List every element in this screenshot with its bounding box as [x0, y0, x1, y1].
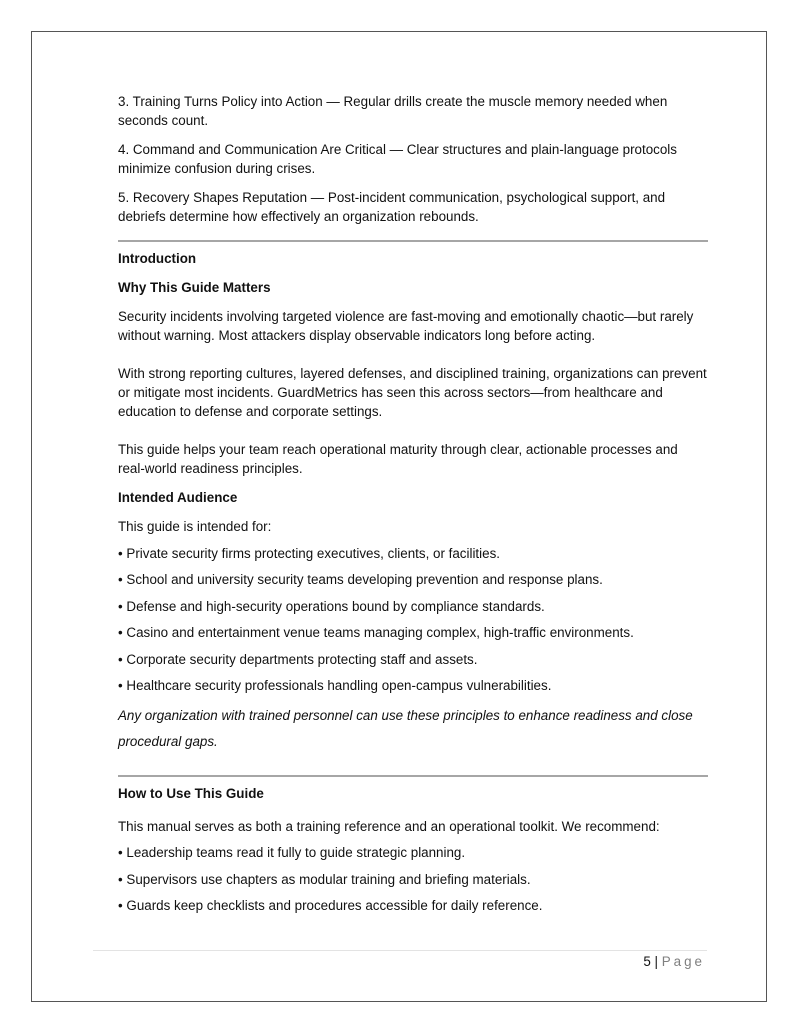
list-item: 3. Training Turns Policy into Action — Regular drills create the muscle memory needed when seconds count.	[118, 94, 668, 128]
page-footer	[643, 954, 705, 969]
bullet-item: • Corporate security departments protecting staff and assets.	[118, 651, 478, 667]
paragraph: Security incidents involving targeted violence are fast-moving and emotionally chaotic—but rarely without warning. Most attackers display observable indicators long before acting.	[118, 309, 694, 343]
document-body	[118, 92, 708, 923]
bullet-item: • Supervisors use chapters as modular training and briefing materials.	[118, 871, 531, 887]
audience-lead: This guide is intended for:	[118, 519, 272, 534]
bullet-item: • Private security firms protecting executives, clients, or facilities.	[118, 545, 500, 561]
section-heading-introduction: Introduction	[118, 251, 197, 266]
audience-note: Any organization with trained personnel can use these principles to enhance readiness and close procedural gaps.	[118, 707, 693, 749]
page-number: 5	[643, 954, 651, 969]
list-item: 4. Command and Communication Are Critical — Clear structures and plain-language protocols minimize confusion during crises.	[118, 142, 677, 176]
list-item: 5. Recovery Shapes Reputation — Post-incident communication, psychological support, and debriefs determine how effectively an organization rebounds.	[118, 190, 666, 224]
paragraph: This guide helps your team reach operational maturity through clear, actionable processes and real-world readiness principles.	[118, 442, 678, 476]
section-divider	[118, 775, 708, 777]
bullet-item: • Defense and high-security operations bound by compliance standards.	[118, 598, 545, 614]
bullet-item: • Leadership teams read it fully to guide strategic planning.	[118, 845, 466, 860]
bullet-item: • School and university security teams developing prevention and response plans.	[118, 572, 603, 587]
subheading-why-this-guide-matters: Why This Guide Matters	[118, 280, 271, 295]
section-divider	[118, 240, 708, 242]
how-to-use-lead: This manual serves as both a training reference and an operational toolkit. We recommend:	[118, 818, 660, 834]
footer-divider	[93, 950, 707, 951]
page-label: Page	[661, 954, 705, 969]
paragraph: With strong reporting cultures, layered defenses, and disciplined training, organizations can prevent or mitigate most incidents. GuardMetrics has seen this across sectors—from healthcare and education to defense and corporate settings.	[118, 366, 707, 419]
footer-separator: |	[654, 954, 658, 969]
bullet-item: • Healthcare security professionals handling open-campus vulnerabilities.	[118, 678, 552, 693]
bullet-item: • Casino and entertainment venue teams managing complex, high-traffic environments.	[118, 625, 634, 640]
bullet-item: • Guards keep checklists and procedures accessible for daily reference.	[118, 898, 543, 913]
subheading-intended-audience: Intended Audience	[118, 490, 238, 505]
section-heading-how-to-use: How to Use This Guide	[118, 785, 264, 801]
